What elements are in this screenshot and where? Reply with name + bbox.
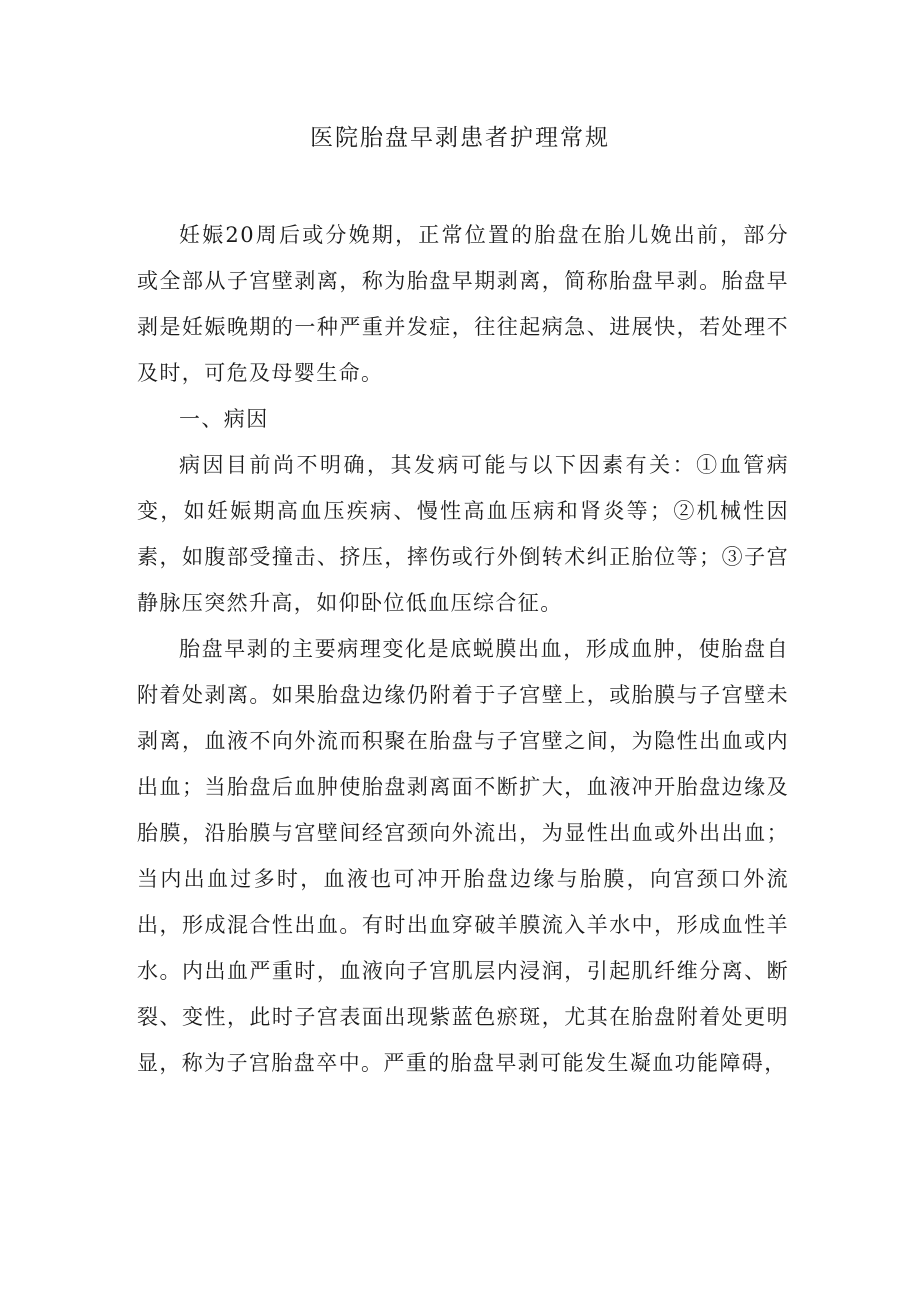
section-heading-cause: 一、病因 xyxy=(179,407,269,431)
pathology-paragraph: 胎盘早剥的主要病理变化是底蜕膜出血，形成血肿，使胎盘自附着处剥离。如果胎盘边缘仍附着于子宫壁上，或胎膜与子宫壁未剥离，血液不向外流而积聚在胎盘与子宫壁之间，为隐性出血或内出血；当胎盘后血肿使胎盘剥离面不断扩大，血液冲开胎盘边缘及胎膜，沿胎膜与宫壁间经宫颈向外流出，为显性出血或外出出血；当内出血过多时，血液也可冲开胎盘边缘与胎膜，向宫颈口外流出，形成混合性出血。有时出血穿破羊膜流入羊水中，形成血性羊水。内出血严重时，血液向子宫肌层内浸润，引起肌纤维分离、断裂、变性，此时子宫表面出现紫蓝色瘀斑，尤其在胎盘附着处更明显，称为子宫胎盘卒中。严重的胎盘早剥可能发生凝血功能障碍， xyxy=(137,637,789,1075)
page-title: 医院胎盘早剥患者护理常规 xyxy=(310,125,610,151)
cause-paragraph: 病因目前尚不明确，其发病可能与以下因素有关：①血管病变，如妊娠期高血压疾病、慢性高血压病和肾炎等；②机械性因素，如腹部受撞击、挤压，摔伤或行外倒转术纠正胎位等；③子宫静脉压突然升高，如仰卧位低血压综合征。 xyxy=(137,453,789,615)
document-body xyxy=(137,212,789,1086)
intro-paragraph: 妊娠20周后或分娩期，正常位置的胎盘在胎儿娩出前，部分或全部从子宫壁剥离，称为胎盘早期剥离，简称胎盘早剥。胎盘早剥是妊娠晚期的一种严重并发症，往往起病急、进展快，若处理不及时，可危及母婴生命。 xyxy=(137,223,789,385)
